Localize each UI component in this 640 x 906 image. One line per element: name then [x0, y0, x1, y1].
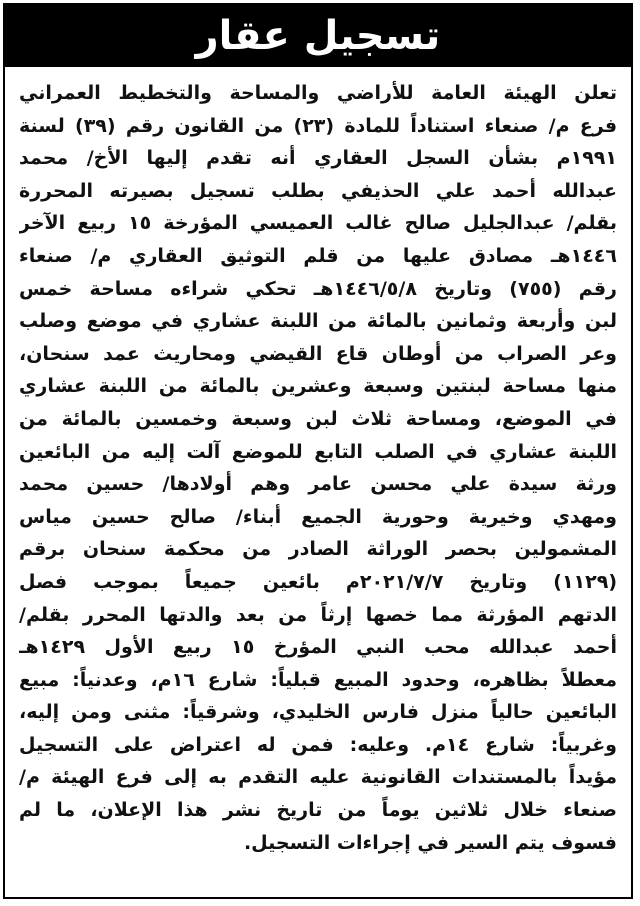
body-line: معطلاً بظاهره، وحدود المبيع قبلياً: شارع ١٦م، وعدنياً: مبيع	[19, 668, 617, 691]
body-line: في الموضع، ومساحة ثلاث لبن وسبعة وخمسين بالمائة من	[19, 407, 617, 430]
body-line: عبدالله أحمد علي الحذيفي بطلب تسجيل بصيرته المحررة	[19, 179, 617, 202]
body-line: اللبنة عشاري في الصلب التابع للموضع آلت إليه من البائعين	[19, 440, 617, 463]
body-line: ١٩٩١م بشأن السجل العقاري أنه تقدم إليها الأخ/ محمد	[19, 147, 617, 170]
body-line: لبن وأربعة وثمانين بالمائة من اللبنة عشاري في موضع وصلب	[19, 310, 617, 333]
body-line: أحمد عبدالله محب النبي المؤرخ ١٥ ربيع الأول ١٤٢٩هـ	[19, 636, 617, 659]
body-line: ورثة سيدة علي محسن عامر وهم أولادها/ حسين محمد	[19, 473, 617, 496]
title-bar	[5, 5, 631, 67]
body-line: وغربياً: شارع ١٤م. وعليه: فمن له اعتراض على التسجيل	[19, 733, 617, 756]
body-line-last: فسوف يتم السير في إجراءات التسجيل.	[243, 831, 617, 854]
body-line: مؤيداً بالمستندات القانونية عليه التقدم به إلى فرع الهيئة م/	[19, 766, 617, 789]
property-registration-notice	[3, 3, 633, 899]
body-line: رقم (٧٥٥) وتاريخ ١٤٤٦/٥/٨هـ تحكي شراءه مساحة خمس	[19, 277, 617, 300]
body-line: الدتهم المؤرثة مما خصها إرثاً من بعد والدتها المحرر بقلم/	[19, 603, 617, 626]
body-line: وعر الصراب من أوطان قاع القيضي ومحاريث عمد سنحان،	[19, 342, 617, 365]
notice-title: تسجيل عقار	[195, 13, 441, 59]
body-line: فرع م/ صنعاء استناداً للمادة (٢٣) من القانون رقم (٣٩) لسنة	[19, 114, 617, 137]
body-line: المشمولين بحصر الوراثة الصادر من محكمة سنحان برقم	[19, 538, 617, 561]
body-line: (١١٢٩) وتاريخ ٢٠٢١/٧/٧م بائعين جميعاً بموجب فصل	[19, 570, 617, 593]
body-line: صنعاء خلال ثلاثين يوماً من تاريخ نشر هذا الإعلان، ما لم	[19, 799, 617, 822]
body-line: تعلن الهيئة العامة للأراضي والمساحة والتخطيط العمراني	[19, 82, 617, 104]
body-line: ومهدي وخيرية وحورية الجميع أبناء/ صالح حسين مياس	[19, 505, 617, 528]
body-line: البائعين حالياً منزل فارس الخليدي، وشرقياً: مثنى ومن إليه،	[19, 701, 617, 724]
body-line: ١٤٤٦هـ مصادق عليها من قلم التوثيق العقاري م/ صنعاء	[19, 244, 617, 267]
body-line: منها مساحة لبنتين وسبعة وعشرين بالمائة من اللبنة عشاري	[19, 375, 617, 398]
notice-body	[5, 67, 631, 859]
body-line: بقلم/ عبدالجليل صالح غالب العميسي المؤرخة ١٥ ربيع الآخر	[19, 212, 617, 235]
